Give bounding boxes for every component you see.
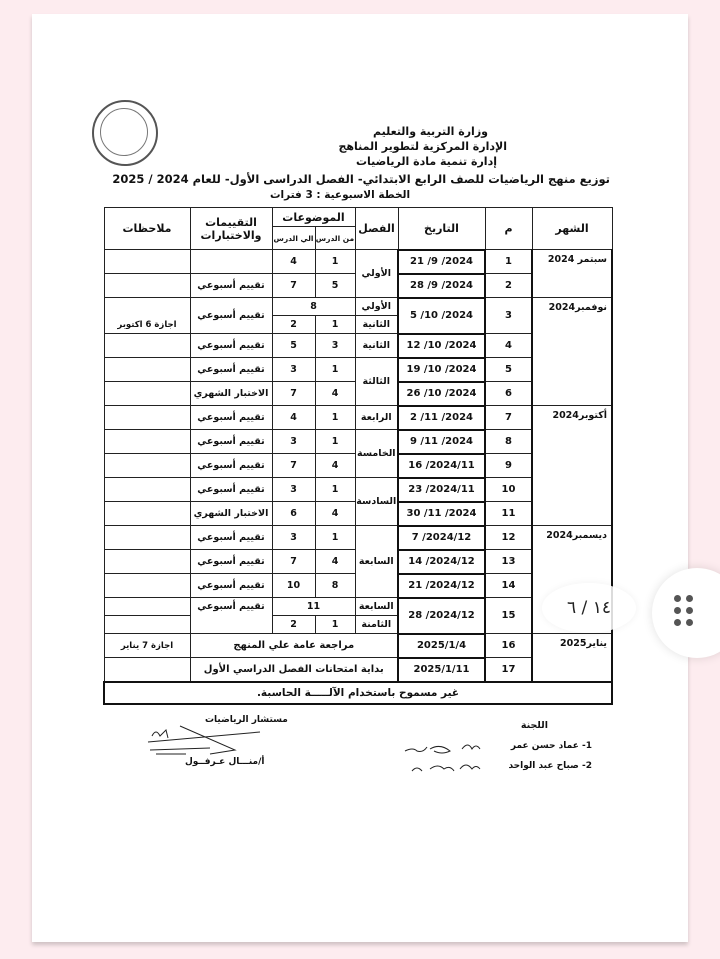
row-no: 9 (485, 454, 532, 478)
row-date: 2024/11/ 23 (398, 478, 485, 502)
row-notes (104, 358, 190, 382)
row-no: 12 (485, 526, 532, 550)
row-unit: السادسة (355, 478, 398, 526)
row-no: 6 (485, 382, 532, 406)
row-assessment: تقييم أسبوعي (190, 298, 272, 334)
row-assessment: تقييم أسبوعي (190, 358, 272, 382)
row-from: 4 (315, 502, 355, 526)
row-from: 1 (315, 250, 355, 274)
row-notes: اجازة 6 اكتوبر (104, 298, 190, 334)
row-notes (104, 334, 190, 358)
row-date: 2024/12/ 7 (398, 526, 485, 550)
col-notes: ملاحظات (104, 208, 190, 250)
row-no: 5 (485, 358, 532, 382)
table-header-row (104, 208, 612, 227)
row-date: 2024/ 9/ 21 (398, 250, 485, 274)
committee-member: 2- صباح عبد الواحد (508, 761, 592, 771)
advisor-name: أ/منـــال عـرفــول (185, 757, 265, 767)
row-to: 3 (272, 430, 315, 454)
row-unit: الثانية (355, 334, 398, 358)
row-activity: بداية امتحانات الفصل الدراسي الأول (190, 658, 398, 682)
row-no: 2 (485, 274, 532, 298)
table-row (104, 406, 612, 430)
row-unit: الرابعة (355, 406, 398, 430)
row-assessment: تقييم أسبوعي (190, 334, 272, 358)
row-notes (104, 250, 190, 274)
row-unit: الخامسة (355, 430, 398, 478)
row-no: 1 (485, 250, 532, 274)
row-date: 2024/ 10/ 12 (398, 334, 485, 358)
row-date: 2024/ 11/ 2 (398, 406, 485, 430)
row-from: 3 (315, 334, 355, 358)
table-row (104, 250, 612, 274)
row-from: 4 (315, 550, 355, 574)
ministry-name: وزارة التربية والتعليم (373, 125, 488, 138)
row-notes (104, 574, 190, 598)
row-no: 14 (485, 574, 532, 598)
row-notes (104, 454, 190, 478)
row-assessment: الاختبار الشهري (190, 502, 272, 526)
advisor-signature (140, 722, 270, 762)
col-unit: الفصل (355, 208, 398, 250)
row-notes (104, 502, 190, 526)
row-notes (104, 550, 190, 574)
row-assessment: تقييم أسبوعي (190, 274, 272, 298)
row-from: 1 (315, 526, 355, 550)
row-from: 1 (315, 616, 355, 634)
row-to: 7 (272, 454, 315, 478)
department-name: الإدارة المركزية لتطوير المناهج (338, 140, 507, 153)
row-unit: السابعة (355, 526, 398, 598)
row-to: 4 (272, 406, 315, 430)
row-to: 3 (272, 478, 315, 502)
row-date: 2024/ 9/ 28 (398, 274, 485, 298)
row-assessment: تقييم أسبوعي (190, 526, 272, 550)
row-topics: 8 (272, 298, 355, 316)
row-notes (104, 406, 190, 430)
row-date: 2024/ 11/ 30 (398, 502, 485, 526)
row-assessment: تقييم أسبوعي (190, 478, 272, 502)
row-to: 7 (272, 382, 315, 406)
row-assessment: تقييم أسبوعي (190, 406, 272, 430)
row-assessment: الاختبار الشهري (190, 382, 272, 406)
table-row (104, 298, 612, 316)
advisor-title: مستشار الرياضيات (205, 715, 288, 725)
row-assessment: تقييم أسبوعي (190, 574, 272, 598)
row-unit: الثالثة (355, 358, 398, 406)
row-from: 5 (315, 274, 355, 298)
row-assessment: تقييم أسبوعي (190, 430, 272, 454)
row-to: 2 (272, 316, 315, 334)
row-to: 3 (272, 358, 315, 382)
row-from: 4 (315, 382, 355, 406)
ministry-logo (92, 100, 158, 166)
row-from: 8 (315, 574, 355, 598)
row-from: 1 (315, 430, 355, 454)
row-no: 8 (485, 430, 532, 454)
row-date: 2025/1/11 (398, 658, 485, 682)
row-no: 16 (485, 634, 532, 658)
calculator-note: غير مسموح باستخدام الآلـــــة الحاسبة. (104, 682, 612, 704)
col-to: الي الدرس (272, 227, 315, 250)
col-month: الشهر (532, 208, 612, 250)
row-notes (104, 658, 190, 682)
col-from: من الدرس (315, 227, 355, 250)
row-from: 1 (315, 316, 355, 334)
row-to: 10 (272, 574, 315, 598)
row-activity: مراجعة عامة علي المنهج (190, 634, 398, 658)
row-date: 2024/ 10/ 5 (398, 298, 485, 334)
row-date: 2024/12/ 14 (398, 550, 485, 574)
row-to: 2 (272, 616, 315, 634)
row-date: 2024/11/ 16 (398, 454, 485, 478)
row-no: 7 (485, 406, 532, 430)
row-no: 13 (485, 550, 532, 574)
curriculum-table (103, 207, 613, 705)
row-to: 5 (272, 334, 315, 358)
row-topics: 11 (272, 598, 355, 616)
col-date: التاريخ (398, 208, 485, 250)
document-subtitle: الخطة الاسبوعية : 3 فترات (269, 189, 411, 201)
row-notes (104, 598, 190, 616)
row-no: 15 (485, 598, 532, 634)
row-no: 10 (485, 478, 532, 502)
row-no: 3 (485, 298, 532, 334)
row-notes (104, 274, 190, 298)
row-notes (104, 382, 190, 406)
page-indicator: ١٤ / ٦ (542, 583, 636, 633)
row-date: 2025/1/4 (398, 634, 485, 658)
row-no: 4 (485, 334, 532, 358)
month-cell: أكتوبر2024 (532, 406, 612, 526)
row-from: 1 (315, 358, 355, 382)
row-no: 17 (485, 658, 532, 682)
row-notes (104, 478, 190, 502)
col-assessments: التقييمات والاختبارات (190, 208, 272, 250)
handwritten-signatures (400, 735, 500, 780)
row-from: 1 (315, 478, 355, 502)
month-cell: نوفمبر2024 (532, 298, 612, 406)
document-title: توزيع منهج الرياضيات للصف الرابع الابتدائي- الفصل الدراسى الأول- للعام 2024 / 2025 (112, 172, 610, 186)
row-assessment: تقييم أسبوعي (190, 598, 272, 634)
row-from: 4 (315, 454, 355, 478)
row-unit: الثامنة (355, 616, 398, 634)
row-date: 2024/ 10/ 19 (398, 358, 485, 382)
table-row (104, 526, 612, 550)
row-to: 7 (272, 550, 315, 574)
row-notes (104, 430, 190, 454)
col-topics: الموضوعات (272, 208, 355, 227)
row-to: 6 (272, 502, 315, 526)
grid-dots-icon (674, 595, 693, 626)
row-from: 1 (315, 406, 355, 430)
table-row (104, 634, 612, 658)
subject-department: إدارة تنمية مادة الرياضيات (355, 155, 497, 168)
month-cell: ديسمبر2024 (532, 526, 612, 634)
row-assessment: تقييم أسبوعي (190, 454, 272, 478)
row-unit: الأولي (355, 298, 398, 316)
row-to: 3 (272, 526, 315, 550)
row-unit: السابعة (355, 598, 398, 616)
row-no: 11 (485, 502, 532, 526)
row-notes (104, 616, 190, 634)
month-cell: يناير2025 (532, 634, 612, 682)
row-date: 2024/ 11/ 9 (398, 430, 485, 454)
row-assessment (190, 250, 272, 274)
row-unit: الأولي (355, 250, 398, 298)
row-date: 2024/ 10/ 26 (398, 382, 485, 406)
committee-member: 1- عماد حسن عمر (510, 741, 592, 751)
row-notes (104, 526, 190, 550)
row-notes: اجازة 7 يناير (104, 634, 190, 658)
month-cell: سبتمر 2024 (532, 250, 612, 298)
row-date: 2024/12/ 28 (398, 598, 485, 634)
row-assessment: تقييم أسبوعي (190, 550, 272, 574)
row-date: 2024/12/ 21 (398, 574, 485, 598)
committee-label: اللجنة (520, 720, 548, 731)
col-no: م (485, 208, 532, 250)
row-to: 7 (272, 274, 315, 298)
row-to: 4 (272, 250, 315, 274)
row-unit: الثانية (355, 316, 398, 334)
